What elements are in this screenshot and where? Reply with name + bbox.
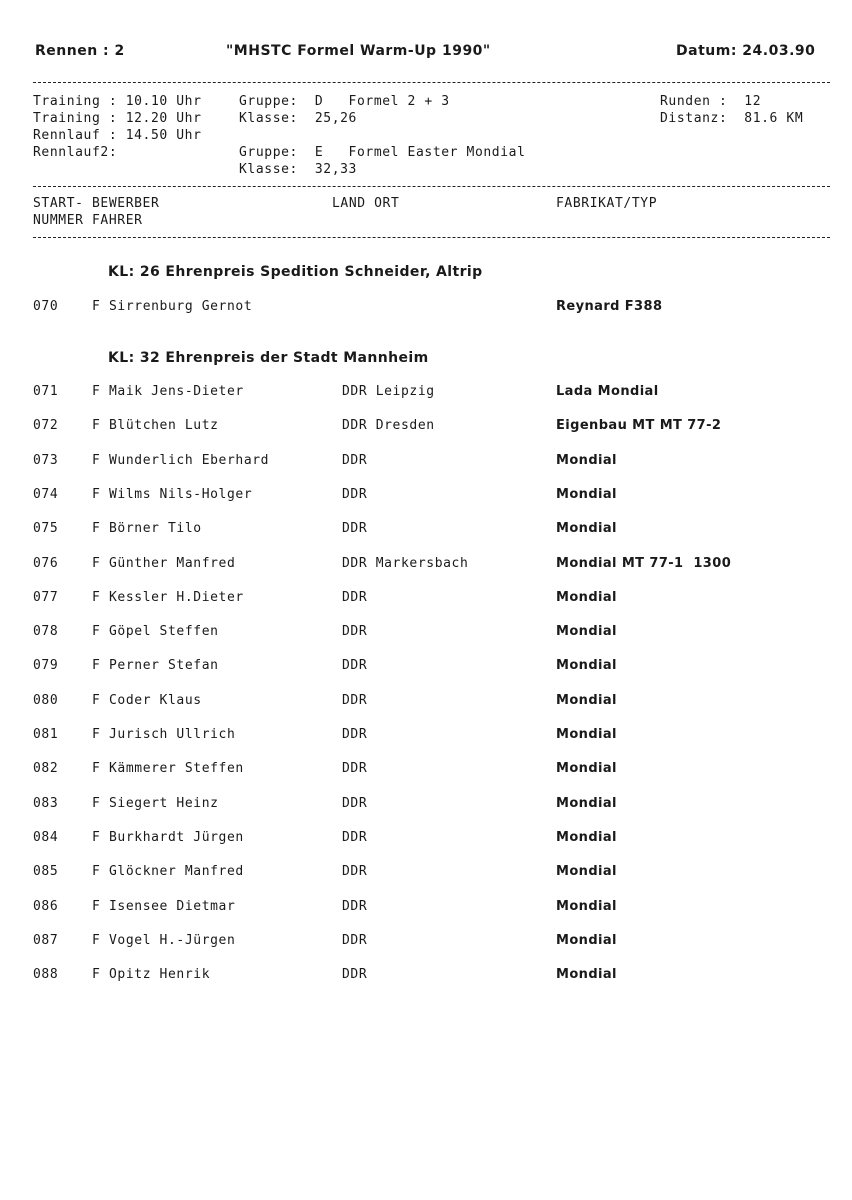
class-letter: F bbox=[92, 555, 101, 571]
driver-name: Maik Jens-Dieter bbox=[109, 384, 244, 399]
driver-name: Wilms Nils-Holger bbox=[109, 486, 253, 502]
make-type: Mondial bbox=[556, 624, 617, 640]
class-letter: F bbox=[92, 864, 101, 880]
start-number: 070 bbox=[33, 299, 59, 314]
start-number: 082 bbox=[33, 761, 59, 777]
make-type: Mondial bbox=[556, 761, 617, 777]
driver-name: Glöckner Manfred bbox=[109, 864, 244, 880]
make-type: Mondial bbox=[556, 932, 617, 948]
driver-name: Kämmerer Steffen bbox=[109, 761, 244, 777]
entry-row bbox=[0, 384, 852, 402]
entry-row bbox=[0, 624, 852, 642]
class-letter: F bbox=[92, 967, 101, 983]
make-type: Mondial MT 77-1 1300 bbox=[556, 555, 732, 571]
class-section-title: KL: 26 Ehrenpreis Spedition Schneider, Altrip bbox=[108, 264, 483, 280]
entry-row bbox=[0, 418, 852, 436]
entry-row bbox=[0, 830, 852, 848]
country-city: DDR bbox=[342, 864, 368, 880]
entry-row bbox=[0, 761, 852, 779]
class-letter: F bbox=[92, 727, 101, 742]
class-2-label: Klasse: 32,33 bbox=[239, 162, 357, 177]
driver-name: Siegert Heinz bbox=[109, 795, 219, 811]
laps-label: Runden : 12 bbox=[660, 94, 762, 109]
driver-name: Günther Manfred bbox=[109, 555, 236, 571]
distance-label: Distanz: 81.6 KM bbox=[660, 111, 804, 126]
class-letter: F bbox=[92, 658, 101, 674]
country-city: DDR bbox=[342, 795, 368, 811]
class-letter: F bbox=[92, 761, 101, 777]
make-type: Mondial bbox=[556, 795, 617, 811]
country-city: DDR Leipzig bbox=[342, 384, 435, 399]
entry-row bbox=[0, 658, 852, 676]
make-type: Mondial bbox=[556, 727, 617, 742]
race-label: Rennen : 2 bbox=[35, 43, 125, 59]
country-city: DDR bbox=[342, 898, 368, 914]
start-number: 079 bbox=[33, 658, 59, 674]
country-city: DDR bbox=[342, 829, 368, 845]
make-type: Mondial bbox=[556, 967, 617, 983]
class-letter: F bbox=[92, 932, 101, 948]
start-number: 076 bbox=[33, 555, 59, 571]
group-1-label: Gruppe: D Formel 2 + 3 bbox=[239, 94, 450, 109]
schedule-line: Training : 10.10 Uhr bbox=[33, 94, 202, 109]
make-type: Mondial bbox=[556, 658, 617, 674]
start-number: 088 bbox=[33, 967, 59, 983]
make-type: Eigenbau MT MT 77-2 bbox=[556, 418, 722, 434]
driver-name: Göpel Steffen bbox=[109, 624, 219, 640]
country-city: DDR Markersbach bbox=[342, 555, 469, 571]
driver-name: Perner Stefan bbox=[109, 658, 219, 674]
start-number: 077 bbox=[33, 589, 59, 605]
driver-name: Börner Tilo bbox=[109, 521, 202, 537]
start-number: 071 bbox=[33, 384, 59, 399]
entry-row bbox=[0, 521, 852, 539]
country-city: DDR bbox=[342, 727, 368, 742]
country-city: DDR bbox=[342, 932, 368, 948]
start-number: 086 bbox=[33, 898, 59, 914]
make-type: Mondial bbox=[556, 452, 617, 468]
start-number: 075 bbox=[33, 521, 59, 537]
entry-row bbox=[0, 487, 852, 505]
country-city: DDR bbox=[342, 452, 368, 468]
date-label: Datum: 24.03.90 bbox=[676, 43, 816, 59]
entry-row bbox=[0, 727, 852, 745]
divider bbox=[33, 82, 830, 83]
country-city: DDR bbox=[342, 486, 368, 502]
start-number: 085 bbox=[33, 864, 59, 880]
country-city: DDR bbox=[342, 589, 368, 605]
start-number: 073 bbox=[33, 452, 59, 468]
entry-row bbox=[0, 299, 852, 317]
group-2-label: Gruppe: E Formel Easter Mondial bbox=[239, 145, 526, 160]
driver-name: Kessler H.Dieter bbox=[109, 589, 244, 605]
start-number: 087 bbox=[33, 932, 59, 948]
class-section-title: KL: 32 Ehrenpreis der Stadt Mannheim bbox=[108, 350, 429, 366]
column-header-entrant: BEWERBER bbox=[92, 196, 160, 211]
country-city: DDR bbox=[342, 658, 368, 674]
entry-row bbox=[0, 899, 852, 917]
entry-row bbox=[0, 933, 852, 951]
class-letter: F bbox=[92, 521, 101, 537]
entry-row bbox=[0, 556, 852, 574]
start-number: 081 bbox=[33, 727, 59, 742]
start-number: 080 bbox=[33, 692, 59, 708]
country-city: DDR bbox=[342, 761, 368, 777]
column-header-driver: FAHRER bbox=[92, 213, 143, 228]
class-letter: F bbox=[92, 692, 101, 708]
driver-name: Coder Klaus bbox=[109, 692, 202, 708]
class-letter: F bbox=[92, 299, 101, 314]
class-letter: F bbox=[92, 795, 101, 811]
make-type: Reynard F388 bbox=[556, 299, 663, 314]
make-type: Mondial bbox=[556, 692, 617, 708]
class-1-label: Klasse: 25,26 bbox=[239, 111, 357, 126]
entry-row bbox=[0, 693, 852, 711]
entry-row bbox=[0, 453, 852, 471]
make-type: Mondial bbox=[556, 898, 617, 914]
entry-row bbox=[0, 590, 852, 608]
entry-row bbox=[0, 796, 852, 814]
make-type: Mondial bbox=[556, 521, 617, 537]
country-city: DDR bbox=[342, 521, 368, 537]
schedule-line: Rennlauf : 14.50 Uhr bbox=[33, 128, 202, 143]
event-title: "MHSTC Formel Warm-Up 1990" bbox=[226, 43, 491, 59]
country-city: DDR bbox=[342, 624, 368, 640]
start-number: 072 bbox=[33, 418, 59, 434]
class-letter: F bbox=[92, 589, 101, 605]
column-header-start: START- bbox=[33, 196, 84, 211]
make-type: Mondial bbox=[556, 864, 617, 880]
driver-name: Jurisch Ullrich bbox=[109, 727, 236, 742]
schedule-line: Training : 12.20 Uhr bbox=[33, 111, 202, 126]
driver-name: Sirrenburg Gernot bbox=[109, 299, 253, 314]
start-number: 078 bbox=[33, 624, 59, 640]
country-city: DDR bbox=[342, 692, 368, 708]
driver-name: Blütchen Lutz bbox=[109, 418, 219, 434]
driver-name: Opitz Henrik bbox=[109, 967, 211, 983]
country-city: DDR bbox=[342, 967, 368, 983]
class-letter: F bbox=[92, 418, 101, 434]
driver-name: Wunderlich Eberhard bbox=[109, 452, 270, 468]
class-letter: F bbox=[92, 384, 101, 399]
schedule-line: Rennlauf2: bbox=[33, 145, 118, 160]
country-city: DDR Dresden bbox=[342, 418, 435, 434]
driver-name: Isensee Dietmar bbox=[109, 898, 236, 914]
column-header-number: NUMMER bbox=[33, 213, 84, 228]
divider bbox=[33, 237, 830, 238]
class-letter: F bbox=[92, 486, 101, 502]
driver-name: Burkhardt Jürgen bbox=[109, 829, 244, 845]
column-header-country-city: LAND ORT bbox=[332, 196, 400, 211]
start-number: 083 bbox=[33, 795, 59, 811]
class-letter: F bbox=[92, 898, 101, 914]
start-number: 074 bbox=[33, 486, 59, 502]
make-type: Mondial bbox=[556, 829, 617, 845]
entry-row bbox=[0, 967, 852, 985]
make-type: Lada Mondial bbox=[556, 384, 659, 399]
start-number: 084 bbox=[33, 829, 59, 845]
make-type: Mondial bbox=[556, 589, 617, 605]
class-letter: F bbox=[92, 829, 101, 845]
column-header-make-type: FABRIKAT/TYP bbox=[556, 196, 658, 211]
class-letter: F bbox=[92, 624, 101, 640]
divider bbox=[33, 186, 830, 187]
make-type: Mondial bbox=[556, 486, 617, 502]
driver-name: Vogel H.-Jürgen bbox=[109, 932, 236, 948]
class-letter: F bbox=[92, 452, 101, 468]
entry-row bbox=[0, 864, 852, 882]
